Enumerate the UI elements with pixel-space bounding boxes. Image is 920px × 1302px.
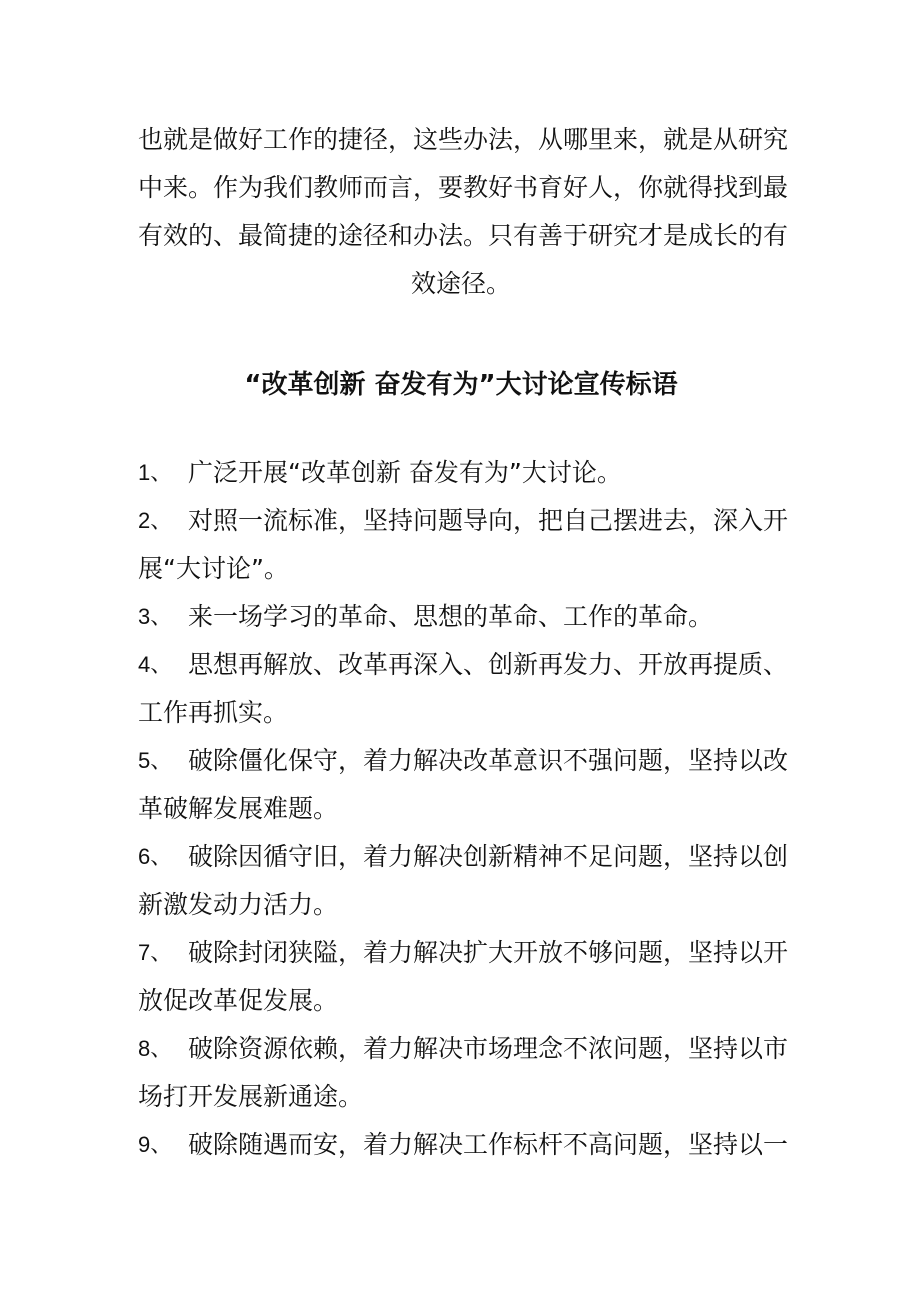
item-number: 1、	[138, 460, 173, 485]
item-line	[138, 545, 784, 593]
item-line	[138, 449, 784, 497]
item-line	[138, 593, 784, 641]
slogan-list	[138, 449, 789, 1169]
item-number: 9、	[138, 1132, 173, 1157]
item-text: 破除封闭狭隘，着力解决扩大开放不够问题，坚持以开	[188, 938, 789, 967]
item-line	[138, 977, 784, 1025]
list-item	[138, 737, 789, 833]
item-text: 思想再解放、改革再深入、创新再发力、开放再提质、	[188, 650, 789, 679]
list-item	[138, 833, 789, 929]
item-number: 3、	[138, 604, 173, 629]
list-item	[138, 641, 789, 737]
item-number: 5、	[138, 748, 173, 773]
intro-line: 有效的、最简捷的途径和办法。只有善于研究才是成长的有	[138, 221, 789, 250]
intro-line: 也就是做好工作的捷径，这些办法，从哪里来，就是从研究	[138, 125, 789, 154]
item-line	[138, 929, 789, 977]
item-text: 破除资源依赖，着力解决市场理念不浓问题，坚持以市	[188, 1034, 789, 1063]
item-number: 8、	[138, 1036, 173, 1061]
item-line	[138, 1025, 789, 1073]
list-item	[138, 929, 789, 1025]
item-line	[138, 641, 789, 689]
list-item	[138, 1025, 789, 1121]
intro-line: 中来。作为我们教师而言，要教好书育好人，你就得找到最	[138, 173, 789, 202]
list-item	[138, 449, 784, 497]
item-line	[138, 497, 789, 545]
item-line	[138, 737, 789, 785]
item-number: 4、	[138, 652, 173, 677]
item-text: 破除随遇而安，着力解决工作标杆不高问题，坚持以一	[188, 1130, 789, 1159]
intro-line: 效途径。	[410, 269, 511, 298]
item-text: 破除因循守旧，着力解决创新精神不足问题，坚持以创	[188, 842, 789, 871]
item-text: 展“大讨论”。	[138, 554, 289, 583]
intro-paragraph	[138, 116, 789, 308]
item-number: 6、	[138, 844, 173, 869]
item-number: 2、	[138, 508, 173, 533]
list-item	[138, 1121, 789, 1169]
item-text: 革破解发展难题。	[138, 794, 339, 823]
item-text: 场打开发展新通途。	[138, 1082, 364, 1111]
item-line	[138, 1121, 789, 1169]
item-text: 放促改革促发展。	[138, 986, 339, 1015]
item-line	[138, 833, 789, 881]
item-number: 7、	[138, 940, 173, 965]
item-text: 来一场学习的革命、思想的革命、工作的革命。	[188, 602, 714, 631]
item-text: 工作再抓实。	[138, 698, 289, 727]
list-item	[138, 593, 784, 641]
item-line	[138, 785, 784, 833]
item-line	[138, 1073, 784, 1121]
item-text: 新激发动力活力。	[138, 890, 339, 919]
item-line	[138, 689, 784, 737]
list-item	[138, 497, 789, 593]
item-text: 破除僵化保守，着力解决改革意识不强问题，坚持以改	[188, 746, 789, 775]
item-text: 广泛开展“改革创新 奋发有为”大讨论。	[188, 458, 622, 487]
item-text: 对照一流标准，坚持问题导向，把自己摆进去，深入开	[188, 506, 789, 535]
document-page	[138, 116, 789, 1169]
section-title: “改革创新 奋发有为”大讨论宣传标语	[244, 370, 678, 400]
item-line	[138, 881, 784, 929]
